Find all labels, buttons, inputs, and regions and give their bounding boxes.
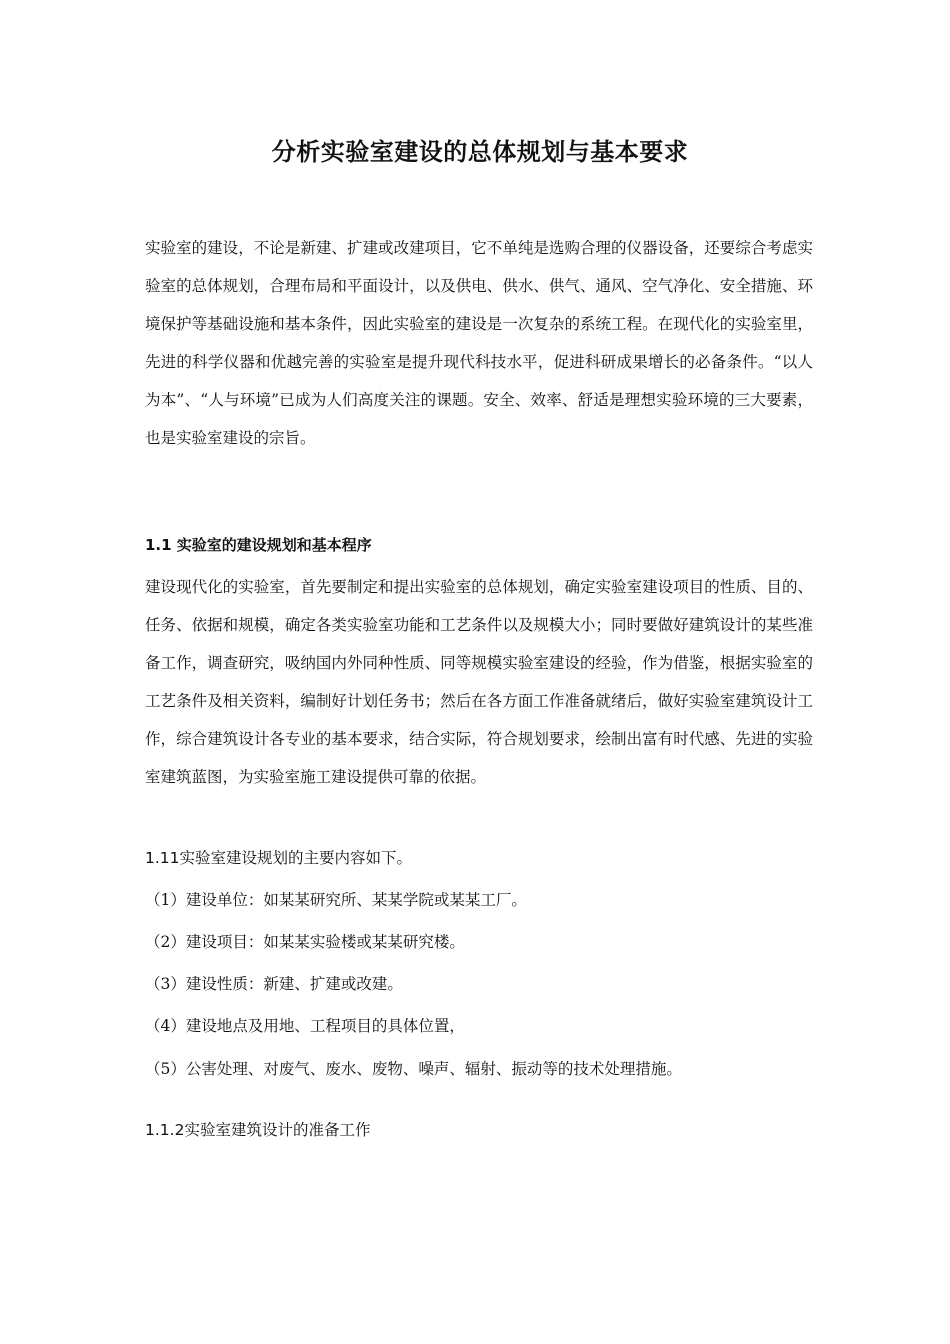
section-1-11-number: 1.11 <box>145 849 180 867</box>
list-item: （2）建设项目：如某某实验楼或某某研究楼。 <box>145 933 465 951</box>
section-1-1-2-heading <box>145 1118 370 1140</box>
section-1-11-title: 实验室建设规划的主要内容如下。 <box>179 849 413 867</box>
list-item: （1）建设单位：如某某研究所、某某学院或某某工厂。 <box>145 891 527 909</box>
list-item: （5）公害处理、对废气、废水、废物、噪声、辐射、振动等的技术处理措施。 <box>145 1060 682 1078</box>
intro-paragraph: 实验室的建设，不论是新建、扩建或改建项目，它不单纯是选购合理的仪器设备，还要综合考虑实验室的总体规划，合理布局和平面设计，以及供电、供水、供气、通风、空气净化、安全措施、环境保护等基础设施和基本条件，因此实验室的建设是一次复杂的系统工程。在现代化的实验室里，先进的科学仪器和优越完善的实验室是提升现代科技水平，促进科研成果增长的必备条件。“以人为本”、“人与环境”已成为人们高度关注的课题。安全、效率、舒适是理想实验环境的三大要素，也是实验室建设的宗旨。 <box>145 239 813 447</box>
section-1-1-2-number: 1.1.2 <box>145 1121 185 1139</box>
list-item: （4）建设地点及用地、工程项目的具体位置， <box>145 1017 465 1035</box>
section-1-1-body: 建设现代化的实验室，首先要制定和提出实验室的总体规划，确定实验室建设项目的性质、目的、任务、依据和规模，确定各类实验室功能和工艺条件以及规模大小；同时要做好建筑设计的某些准备工作，调查研究，吸纳国内外同种性质、同等规模实验室建设的经验，作为借鉴，根据实验室的工艺条件及相关资料，编制好计划任务书；然后在各方面工作准备就绪后，做好实验室建筑设计工作，综合建筑设计各专业的基本要求，结合实际，符合规划要求，绘制出富有时代感、先进的实验室建筑蓝图，为实验室施工建设提供可靠的依据。 <box>145 578 813 786</box>
section-1-1-2-title: 实验室建筑设计的准备工作 <box>184 1121 371 1139</box>
section-1-1-heading: 1.1 实验室的建设规划和基本程序 <box>145 536 372 554</box>
list-item: （3）建设性质：新建、扩建或改建。 <box>145 975 403 993</box>
section-1-11-heading <box>145 846 412 868</box>
document-title: 分析实验室建设的总体规划与基本要求 <box>271 137 689 166</box>
